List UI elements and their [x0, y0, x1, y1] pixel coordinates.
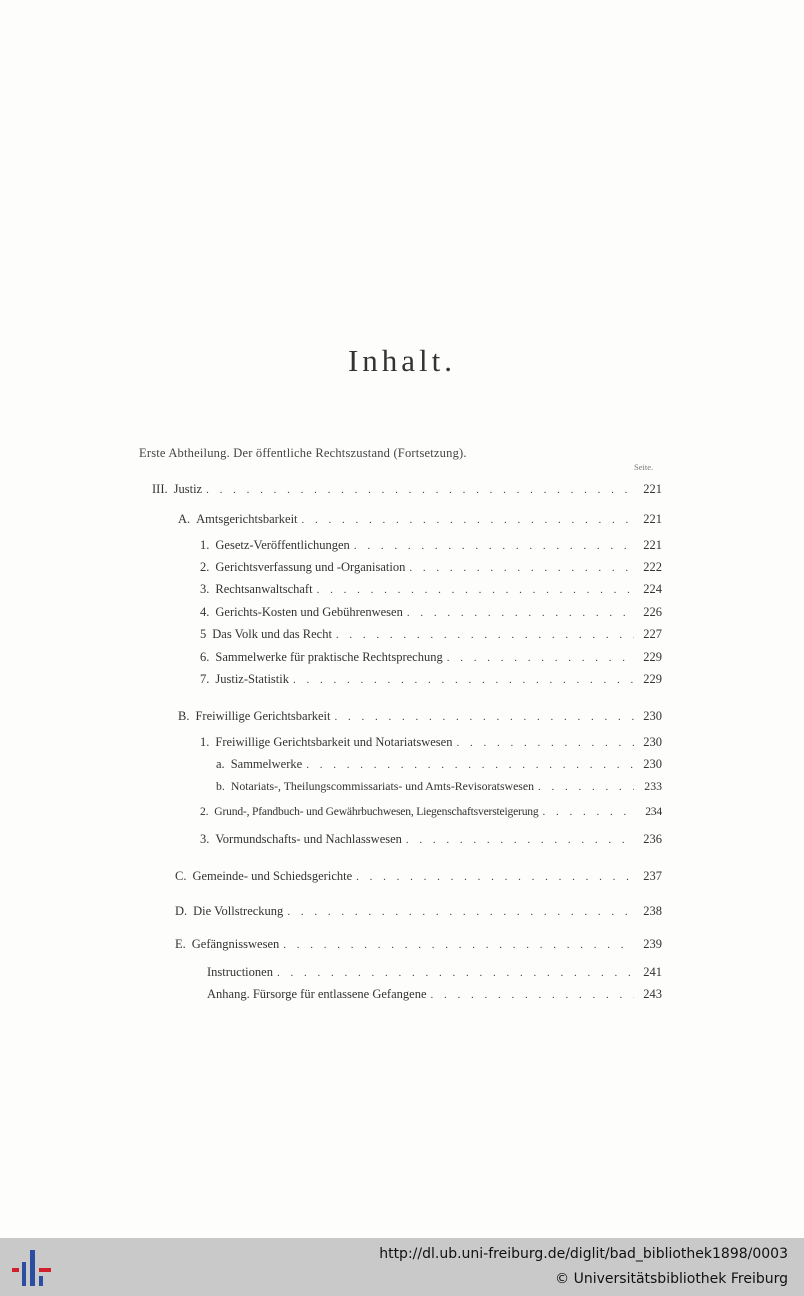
toc-entry-a6 [200, 650, 662, 665]
toc-number: A. [178, 512, 191, 526]
toc-number: 2. [200, 560, 210, 574]
toc-label: Gemeinde- und Schiedsgerichte [192, 869, 353, 883]
toc-label: Freiwillige Gerichtsbarkeit und Notariatswesen [215, 735, 453, 749]
toc-label: Die Vollstreckung [193, 904, 284, 918]
dot-leader [336, 629, 634, 641]
toc-page-number: 222 [643, 560, 662, 574]
library-logo-icon [12, 1248, 52, 1288]
page-title: Inhalt. [347, 343, 457, 378]
toc-label: Grund-, Pfandbuch- und Gewährbuchwesen, Liegenschaftsversteigerung [214, 805, 539, 818]
toc-page-number: 224 [643, 582, 662, 596]
toc-entry-anhang [207, 987, 662, 1002]
toc-page-number: 230 [643, 757, 662, 771]
dot-leader [409, 562, 634, 574]
toc-page-number: 236 [643, 832, 662, 846]
library-footer [0, 1238, 804, 1296]
toc-entry-b2 [200, 805, 662, 818]
toc-entry-vollstreckung [175, 904, 662, 919]
toc-number: 4. [200, 605, 210, 619]
toc-number: D. [175, 904, 188, 918]
toc-label: Sammelwerke [230, 757, 303, 771]
toc-page-number: 234 [645, 805, 662, 818]
dot-leader [354, 540, 634, 552]
toc-page-number: 229 [643, 672, 662, 686]
toc-number: 2. [200, 805, 209, 818]
toc-entry-a4 [200, 605, 662, 620]
toc-page-number: 230 [643, 709, 662, 723]
toc-entry-a2 [200, 560, 662, 575]
dot-leader [356, 871, 634, 883]
toc-page-number: 233 [644, 779, 662, 793]
dot-leader [283, 939, 634, 951]
dot-leader [407, 607, 634, 619]
toc-label: Rechtsanwaltschaft [215, 582, 313, 596]
dot-leader [335, 711, 635, 723]
toc-entry-a3 [200, 582, 662, 597]
dot-leader [538, 781, 634, 793]
toc-entry-justiz [152, 482, 662, 497]
dot-leader [447, 652, 634, 664]
toc-page-number: 241 [643, 965, 662, 979]
part-heading: Erste Abtheilung. Der öffentliche Rechtszustand (Fortsetzung). [139, 446, 467, 460]
toc-label: Gesetz-Veröffentlichungen [215, 538, 350, 552]
toc-number: E. [175, 937, 186, 951]
toc-label: Sammelwerke für praktische Rechtsprechung [215, 650, 443, 664]
toc-label: Amtsgerichtsbarkeit [196, 512, 298, 526]
toc-label: Gerichtsverfassung und -Organisation [215, 560, 406, 574]
toc-entry-a5 [200, 627, 662, 642]
dot-leader [431, 989, 635, 1001]
toc-entry-b1b [216, 779, 662, 794]
dot-leader [406, 834, 634, 846]
toc-label: Vormundschafts- und Nachlasswesen [215, 832, 402, 846]
dot-leader [317, 584, 634, 596]
seite-label: Seite. [634, 462, 654, 472]
toc-number: III. [152, 482, 168, 496]
toc-label: Justiz [173, 482, 203, 496]
toc-label: Gerichts-Kosten und Gebührenwesen [215, 605, 403, 619]
toc-entry-gemeinde-schiedsgerichte [175, 869, 662, 884]
toc-page-number: 229 [643, 650, 662, 664]
dot-leader [543, 806, 635, 818]
dot-leader [456, 737, 634, 749]
toc-page-number: 243 [643, 987, 662, 1001]
dot-leader [302, 514, 634, 526]
toc-label: Gefängnisswesen [191, 937, 280, 951]
toc-number: a. [216, 757, 225, 771]
toc-label: Das Volk und das Recht [212, 627, 332, 641]
toc-number: 5 [200, 627, 207, 641]
toc-entry-instructionen [207, 965, 662, 980]
toc-number: 3. [200, 582, 210, 596]
toc-label: Anhang. Fürsorge für entlassene Gefangene [207, 987, 427, 1001]
toc-page-number: 230 [643, 735, 662, 749]
dot-leader [277, 967, 634, 979]
toc-page-number: 239 [643, 937, 662, 951]
toc-entry-amtsgerichtsbarkeit [178, 512, 662, 527]
toc-label: Notariats-, Theilungscommissariats- und Amts-Revisoratswesen [230, 779, 535, 793]
toc-number: 6. [200, 650, 210, 664]
toc-entry-a1 [200, 538, 662, 553]
copyright-notice: © Universitätsbibliothek Freiburg [555, 1271, 788, 1287]
toc-number: C. [175, 869, 187, 883]
toc-page-number: 227 [643, 627, 662, 641]
toc-page-number: 221 [643, 538, 662, 552]
dot-leader [293, 674, 634, 686]
dot-leader [206, 484, 634, 496]
toc-entry-freiwillige-gerichtsbarkeit [178, 709, 662, 724]
toc-label: Instructionen [207, 965, 273, 979]
toc-entry-b1a [216, 757, 662, 772]
toc-page-number: 221 [643, 482, 662, 496]
toc-entry-a7 [200, 672, 662, 687]
toc-number: b. [216, 779, 225, 793]
dot-leader [287, 906, 634, 918]
toc-number: 3. [200, 832, 210, 846]
toc-number: 1. [200, 735, 210, 749]
toc-number: B. [178, 709, 190, 723]
toc-entry-b3 [200, 832, 662, 847]
toc-number: 7. [200, 672, 210, 686]
dot-leader [306, 759, 634, 771]
permalink-url[interactable]: http://dl.ub.uni-freiburg.de/diglit/bad_bibliothek1898/0003 [379, 1246, 788, 1262]
toc-number: 1. [200, 538, 210, 552]
toc-label: Freiwillige Gerichtsbarkeit [195, 709, 331, 723]
toc-entry-b1 [200, 735, 662, 750]
toc-entry-gefaengnisswesen [175, 937, 662, 952]
toc-page-number: 226 [643, 605, 662, 619]
toc-label: Justiz-Statistik [215, 672, 289, 686]
toc-page-number: 237 [643, 869, 662, 883]
toc-page-number: 238 [643, 904, 662, 918]
toc-page-number: 221 [643, 512, 662, 526]
